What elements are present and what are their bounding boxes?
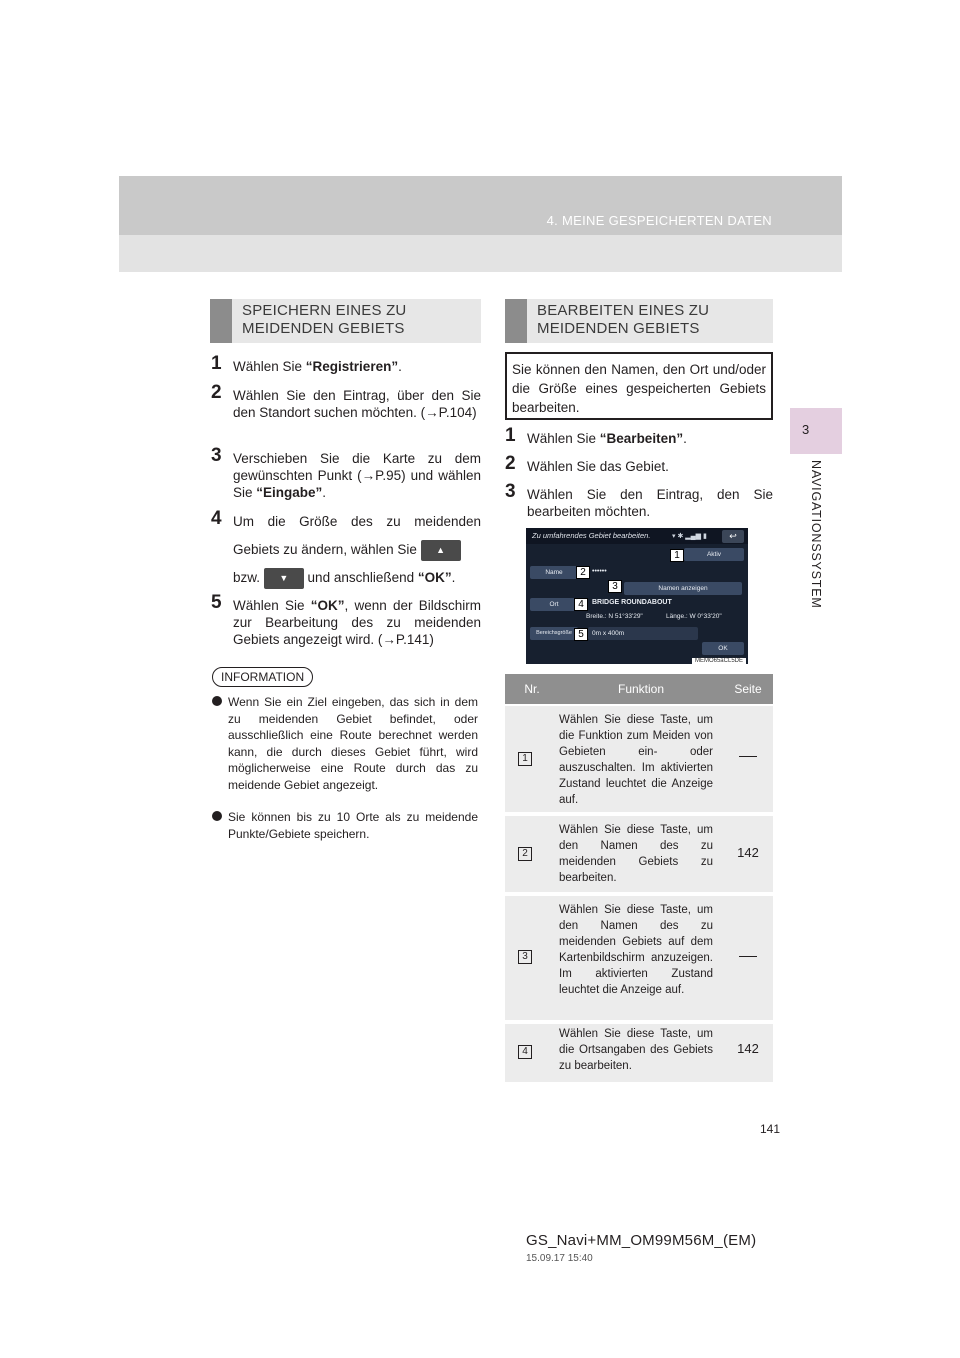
table-row: [505, 706, 773, 812]
print-date: 15.09.17 15:40: [526, 1253, 593, 1264]
right-section-heading: [505, 299, 773, 343]
step-keyword: “Eingabe”: [256, 485, 323, 500]
left-heading-text: SPEICHERN EINES ZU MEIDENDEN GEBIETS: [242, 302, 407, 337]
side-tab: [790, 460, 842, 620]
signal-icon: ▾ ✱ ▂▄▆ ▮: [672, 533, 707, 540]
step-number: 3: [505, 481, 516, 502]
table-header-nr: Nr.: [505, 674, 559, 704]
row-function: Wählen Sie diese Taste, um die Funktion zum Meiden von Gebieten ein- oder auszuschalten. Im aktivierten Zustand leuchtet die Anzeige auf.: [559, 714, 713, 806]
heading-bar: [505, 299, 527, 343]
bereich-value: 0m x 400m: [588, 627, 698, 640]
left-step-5: [211, 592, 481, 649]
step-text-und: und anschließend: [307, 570, 418, 585]
step-number: 1: [211, 353, 222, 374]
callout-5: 5: [574, 628, 588, 641]
row-number: 2: [518, 847, 532, 861]
table-header-seite: Seite: [723, 674, 773, 704]
row-function: Wählen Sie diese Taste, um die Ortsangaben des Gebiets zu bearbeiten.: [559, 1028, 713, 1072]
ort-value: BRIDGE ROUNDABOUT: [592, 599, 672, 606]
step-text-end: .: [398, 359, 402, 374]
step-text: Wählen Sie: [527, 431, 600, 446]
step-text-end: , wenn der Bildschirm zur Bearbeitung des zu meidenden Gebiets angezeigt wird. (→P.141): [233, 598, 481, 647]
row-page-dash: [739, 756, 757, 757]
row-page: 142: [737, 845, 759, 860]
callout-2: 2: [576, 566, 590, 579]
table-row: [505, 896, 773, 1020]
side-tab-number: 3: [790, 408, 842, 454]
table-row: [505, 816, 773, 892]
step-number: 4: [211, 508, 222, 529]
info-bullet-2: [212, 809, 478, 843]
step-keyword: “OK”: [417, 570, 452, 585]
left-step-3: [211, 445, 481, 502]
callout-1: 1: [670, 549, 684, 562]
step-text: Wählen Sie den Eintrag, über den Sie den Standort suchen möchten. (→P.104): [233, 388, 481, 420]
bullet-dot-icon: [212, 811, 222, 821]
breite-value: Breite.: N 51°33'29": [586, 613, 643, 620]
step-number: 2: [505, 453, 516, 474]
table-row: [505, 1024, 773, 1082]
row-number: 3: [518, 950, 532, 964]
ort-button: Ort: [530, 598, 578, 611]
step-text-end: .: [322, 485, 327, 500]
down-triangle-icon: ▼: [264, 568, 304, 589]
step-text-end: .: [451, 570, 456, 585]
ok-button: OK: [702, 642, 744, 655]
step-number: 1: [505, 425, 516, 446]
left-step-1: [211, 353, 481, 376]
screen-title: Zu umfahrendes Gebiet bearbeiten.: [532, 531, 651, 540]
step-number: 2: [211, 382, 222, 403]
name-value: ••••••: [592, 568, 607, 575]
row-page: 142: [737, 1041, 759, 1056]
step-text-end: .: [683, 431, 687, 446]
step-keyword: “Registrieren”: [305, 359, 399, 374]
step-text-bzw: bzw.: [233, 570, 261, 585]
row-number: 1: [518, 752, 532, 766]
step-keyword: “OK”: [310, 598, 345, 613]
step-text: Wählen Sie: [233, 359, 306, 374]
left-step-4: [211, 508, 481, 587]
right-heading-text: BEARBEITEN EINES ZU MEIDENDEN GEBIETS: [537, 302, 710, 337]
step-text: Wählen Sie: [233, 598, 311, 613]
row-function: Wählen Sie diese Taste, um den Namen des zu meidenden Gebiets zu bearbeiten.: [559, 824, 713, 884]
step-text: Wählen Sie das Gebiet.: [527, 459, 669, 474]
document-code: GS_Navi+MM_OM99M56M_(EM): [526, 1232, 757, 1249]
right-step-2: [505, 453, 773, 476]
bullet-dot-icon: [212, 696, 222, 706]
right-step-3: [505, 481, 773, 522]
information-label: INFORMATION: [212, 667, 313, 687]
namen-anzeigen-button: Namen anzeigen: [624, 582, 742, 595]
function-table: [505, 674, 773, 1082]
info-bullet-1: [212, 694, 478, 806]
intro-box: Sie können den Namen, den Ort und/oder die Größe eines gespeicherten Gebiets bearbeiten.: [505, 352, 773, 420]
callout-4: 4: [574, 598, 588, 611]
step-keyword: “Bearbeiten”: [599, 431, 684, 446]
figure-code: MEMO65aCL5DE: [692, 658, 746, 664]
page-number: 141: [760, 1122, 781, 1136]
callout-3: 3: [608, 580, 622, 593]
step-number: 5: [211, 592, 222, 613]
aktiv-button: Aktiv: [684, 548, 744, 561]
nav-screen-screenshot: [526, 528, 748, 664]
left-section-heading: [210, 299, 481, 343]
row-function: Wählen Sie diese Taste, um den Namen des zu meidenden Gebiets auf dem Kartenbildschirm anzuzeigen. Im aktivierten Zustand leuchtet die Anzeige auf.: [559, 904, 713, 996]
back-icon: ↩: [722, 530, 744, 543]
side-tab-label: NAVIGATIONSSYSTEM: [809, 460, 823, 609]
up-triangle-icon: ▲: [421, 540, 461, 561]
laenge-value: Länge.: W 0°33'20": [666, 613, 722, 620]
chapter-title: 4. MEINE GESPEICHERTEN DATEN: [546, 213, 772, 228]
row-page-dash: [739, 956, 757, 957]
step-text: Verschieben Sie die Karte zu dem gewünschten Punkt (→P.95) und wählen Sie: [233, 451, 481, 500]
step-text: Um die Größe des zu meidenden Gebiets zu ändern, wählen Sie: [233, 514, 481, 557]
bereichsgroesse-button: Bereichsgröße: [530, 627, 578, 640]
step-number: 3: [211, 445, 222, 466]
heading-bar: [210, 299, 232, 343]
left-step-2: [211, 382, 481, 439]
right-step-1: [505, 425, 773, 448]
name-button: Name: [530, 566, 578, 579]
step-text: Wählen Sie den Eintrag, den Sie bearbeiten möchten.: [527, 487, 773, 519]
row-number: 4: [518, 1045, 532, 1059]
table-header-funktion: Funktion: [559, 674, 723, 704]
bullet-text: Sie können bis zu 10 Orte als zu meidende Punkte/Gebiete speichern.: [228, 810, 478, 841]
bullet-text: Wenn Sie ein Ziel eingeben, das sich in dem zu meidenden Gebiet befindet, oder ausschließlich eine Route berechnet werden kann, die durch dieses Gebiet führt, wird möglicherweise eine Route durch das zu meidende Gebiet angezeigt.: [228, 695, 478, 792]
